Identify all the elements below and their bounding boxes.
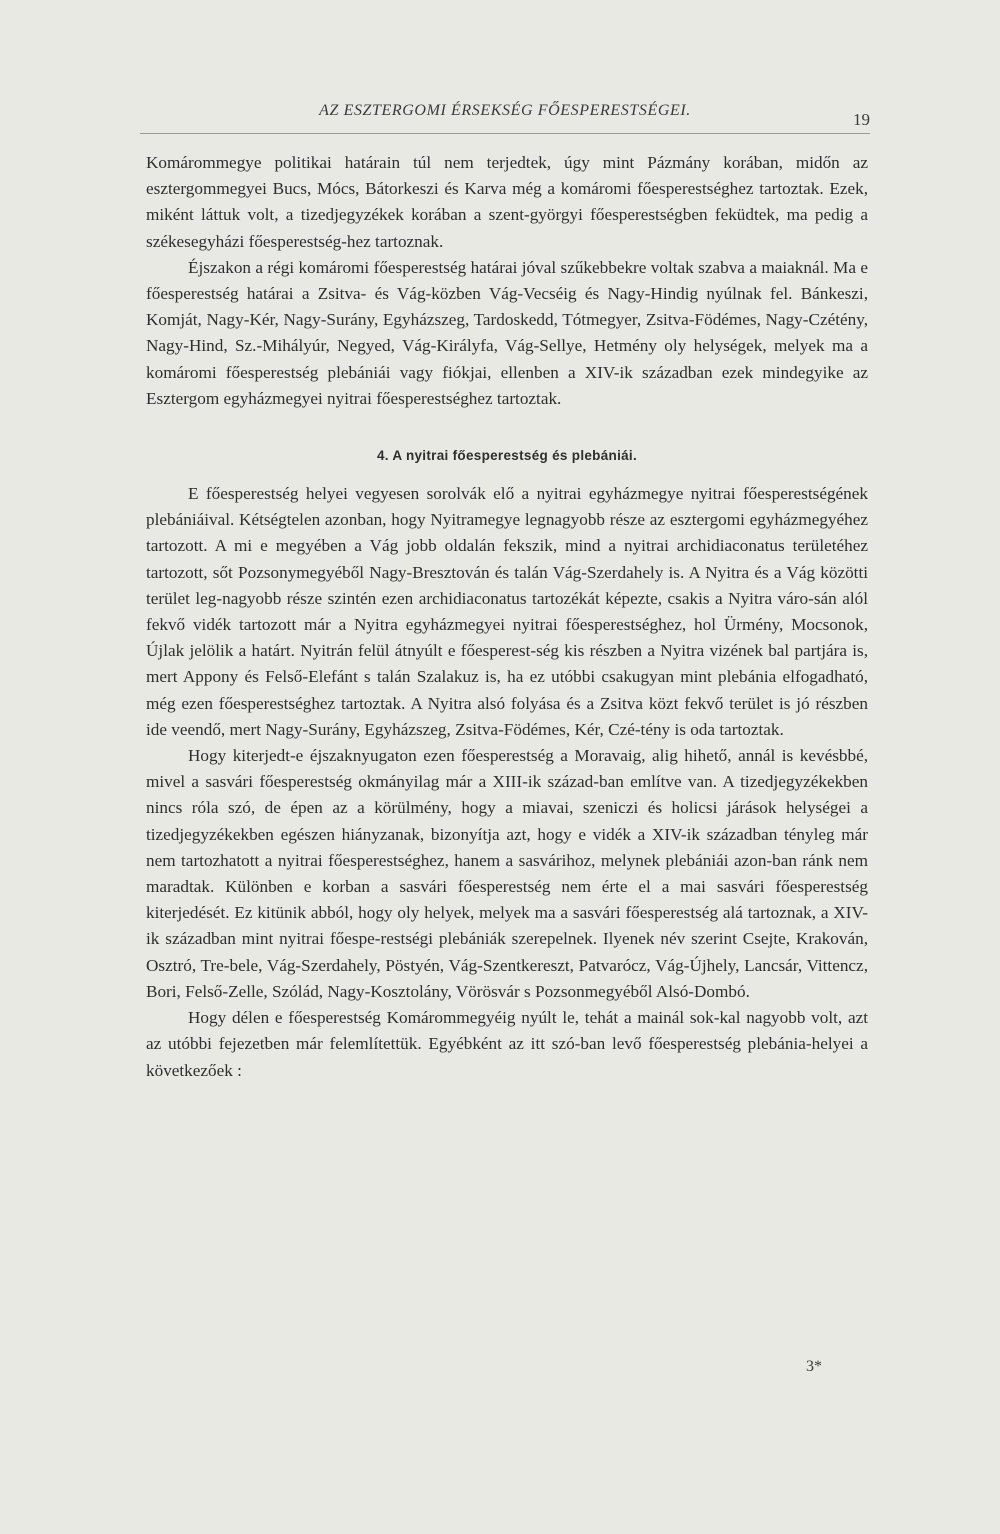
paragraph-northwest-extent: Hogy kiterjedt-e éjszaknyugaton ezen főesperestség a Moravaig, alig hihető, annál is kevésbbé, mivel a sasvári főesperestség okmányilag már a XIII-ik század-ban említve van. A tizedjegyzékekben nincs róla szó, de épen az a körülmény, hogy a miavai, szeniczi és holicsi járások helységei a tizedjegyzékekben egészen hiányzanak, bizonyítja azt, hogy e vidék a XIV-ik században tényleg már nem tartozhatott a nyitrai főesperestséghez, hanem a sasvárihoz, melynek plebániái azon-ban ránk nem maradtak. Különben e korban a sasvári főesperestség nem érte el a mai sasvári főesperestség kiterjedését. Ez kitünik abból, hogy oly helyek, melyek ma a sasvári főesperestség alá tartoznak, a XIV-ik században mint nyitrai főespe-restségi plebániák szerepelnek. Ilyenek név szerint Csejte, Krakován, Osztró, Tre-bele, Vág-Szerdahely, Pöstyén, Vág-Szentkereszt, Patvarócz, Vág-Újhely, Lancsár, Vittencz, Bori, Felső-Zelle, Szólád, Nagy-Kosztolány, Vörösvár s Pozsonmegyéből Alsó-Dombó. [146, 746, 868, 1001]
running-head [140, 102, 870, 132]
signature-mark: 3* [806, 1358, 822, 1375]
paragraph-nyitra-places: E főesperestség helyei vegyesen sorolvák elő a nyitrai egyházmegye nyitrai főesperestségének plebániáival. Kétségtelen azonban, hogy Nyitramegye legnagyobb része az esztergomi egyházmegyéhez tartozott. A mi e megyében a Vág jobb oldalán fekszik, mind a nyitrai archidiaconatus területéhez tartozott, sőt Pozsonymegyéből Nagy-Bresztován és talán Vág-Szerdahely is. A Nyitra és a Vág közötti terület leg-nagyobb része szintén ezen archidiaconatus tartozékát képezte, csakis a Nyitra váro-sán alól fekvő vidék tartozott már a Nyitra egyházmegyei nyitrai főesperestséghez, hol Ürmény, Mocsonok, Újlak jelölik a határt. Nyitrán felül átnyúlt e főesperest-ség kis részben a Nyitra vizének bal partjára is, mert Appony és Felső-Elefánt s talán Szalakuz is, ha ez utóbbi csakugyan mint plebánia elfogadható, még ezen főesperestséghez tartoztak. A Nyitra alsó folyása és a Zsitva közt fekvő terület is jó részben ide veendő, mert Nagy-Surány, Egyházszeg, Zsitva-Födémes, Kér, Czé-tény is oda tartoztak. [146, 484, 868, 739]
paragraph-southern-extent: Hogy délen e főesperestség Komárommegyéig nyúlt le, tehát a mainál sok-kal nagyobb volt, azt az utóbbi fejezetben már felemlítettük. Egyébként az itt szó-ban levő főesperestség plebánia-helyei a következőek : [146, 1008, 868, 1080]
section-heading: 4. A nyitrai főesperestség és plebániái. [376, 448, 638, 464]
paragraph-northern-borders: Éjszakon a régi komáromi főesperestség határai jóval szűkebbekre voltak szabva a maiaknál. Ma e főesperestség határai a Zsitva- és Vág-közben Vág-Vecséig és Nagy-Hindig nyúlnak fel. Bánkeszi, Komját, Nagy-Kér, Nagy-Surány, Egyházszeg, Tardoskedd, Tótmegyer, Zsitva-Födémes, Nagy-Czétény, Nagy-Hind, Sz.-Mihályúr, Negyed, Vág-Királyfa, Vág-Sellye, Hetmény oly helységek, melyek ma a komáromi főesperestség plebániái vagy fiókjai, ellenben a XIV-ik században ezek mindegyike az Esztergom egyházmegyei nyitrai főesperestséghez tartoztak. [146, 257, 868, 408]
page-number: 19 [853, 110, 870, 129]
running-title: AZ ESZTERGOMI ÉRSEKSÉG FŐESPERESTSÉGEI. [319, 102, 691, 119]
header-rule [140, 133, 870, 134]
body-text [146, 150, 868, 1084]
paragraph-komarom-borders: Komárommegye politikai határain túl nem terjedtek, úgy mint Pázmány korában, midőn az esztergommegyei Bucs, Mócs, Bátorkeszi és Karva még a komáromi főesperestséghez tartoztak. Ezek, miként láttuk volt, a tizedjegyzékek korában a szent-györgyi főesperestségben feküdtek, ma pedig a székesegyházi főesperestség-hez tartoznak. [146, 153, 868, 251]
